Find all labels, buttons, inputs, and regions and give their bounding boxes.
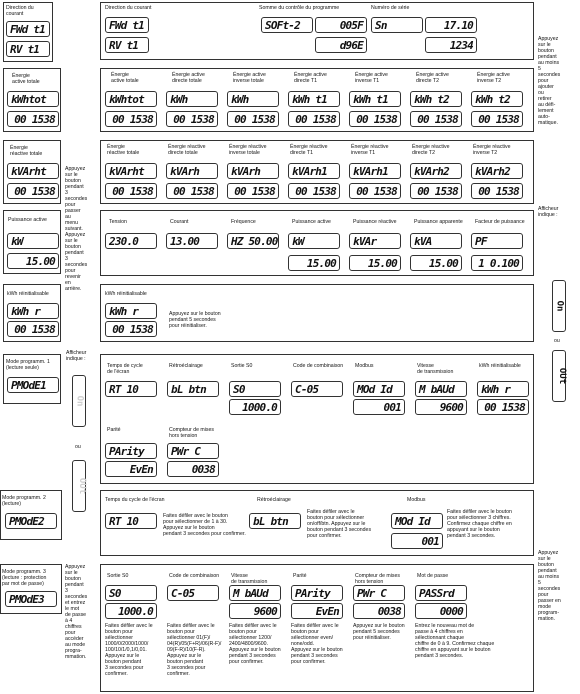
mode1-label: Code de combinaison	[293, 363, 344, 369]
left-direction-box	[3, 2, 53, 62]
left-mode2-box	[0, 490, 62, 540]
lcd-sn1: 17.10	[425, 17, 477, 33]
mode2-backlight-label: Rétroéclairage	[257, 497, 291, 503]
mode3-note: Faites défiler avec le bouton pour sélectionner even/ none/odd. Appuyez sur le bouton pendant 3 secondes pour confirmer.	[291, 623, 343, 665]
lcd-reactive-code: kVArh1	[349, 163, 401, 179]
left-power-label: Puissance active	[8, 217, 47, 223]
lcd-energy-code: kWh	[227, 91, 279, 107]
kwh-reset-note: Appuyez sur le bouton pendant 5 secondes pour réinitialiser.	[169, 311, 221, 329]
vertical-lcd-1: On	[72, 375, 86, 427]
lcd-reactive-code: kVArht	[105, 163, 157, 179]
lcd-energy-code: kWh t1	[288, 91, 340, 107]
lcd-mod-val-m2: 001	[391, 533, 443, 549]
measure-label: Courant	[170, 219, 189, 225]
measure-row-box	[100, 210, 534, 276]
lcd-energy-value: 00 1538	[410, 111, 462, 127]
lcd-mode3-code: C-05	[167, 585, 219, 601]
scroll-note: Appuyez sur le bouton pendant 3 secondes pour passer au menu suivant. Appuyez sur le bouton pendant 3 secondes pour revenir en arrière.	[65, 166, 88, 292]
lcd-energy-code: kWh t1	[349, 91, 401, 107]
lcd-pwrc-value: 0038	[167, 461, 219, 477]
lcd-reactive-code: kVArh2	[410, 163, 462, 179]
lcd-mode1-code: MOd Id	[353, 381, 405, 397]
mode3-row-box	[100, 564, 534, 692]
lcd-kw-val: 15.00	[7, 253, 59, 269]
mode2-modbus-note: Faites défiler avec le bouton pour sélectionner 3 chiffres. Confirmez chaque chiffre en appuyant sur le bouton pendant 3 secondes.	[447, 509, 512, 539]
lcd-pwrc: PWr C	[167, 443, 219, 459]
lcd-reactive-code: kVArh	[227, 163, 279, 179]
mode2-backlight-note: Faites défiler avec le bouton pour sélectionner on/off/btn. Appuyez sur le bouton pendant 3 secondes pour confirmer.	[307, 509, 372, 539]
left-direction-label: Direction du courant	[6, 5, 34, 17]
lcd-reactive-code: kVArh1	[288, 163, 340, 179]
lcd-kwh-r: kWh r	[7, 303, 59, 319]
lcd-measure-code: 230.0	[105, 233, 157, 249]
lcd-energy-value: 00 1538	[105, 111, 157, 127]
energy-label: Énergie active directe totale	[172, 72, 205, 84]
lcd-chk: d96E	[315, 37, 367, 53]
row1-box	[100, 2, 534, 60]
left-mode3-label: Mode programm. 3 (lecture : protection par mot de passe)	[2, 569, 47, 587]
reactive-label: Énergie réactive inverse totale	[229, 144, 267, 156]
lcd-measure-code: kW	[288, 233, 340, 249]
kwh-reset-label: kWh réinitialisable	[105, 291, 147, 297]
lcd-reactive-code: kVArh	[166, 163, 218, 179]
measure-label: Tension	[109, 219, 127, 225]
lcd-mode1-code: kWh r	[477, 381, 529, 397]
mode3-note: Faites défiler avec le bouton pour sélectionner 01(F)/ 04(R)/05(F+R)/06(R-F)/ 09(F-R)/10(F-R). Appuyez sur le bouton pendant 3 secondes pour confirmer.	[167, 623, 222, 677]
reactive-label: Énergie réactive directe T1	[290, 144, 328, 156]
reactive-label: Énergie réactive directe totale	[168, 144, 206, 156]
mode1-label: Rétroéclairage	[169, 363, 203, 369]
measure-label: Puissance réactive	[353, 219, 397, 225]
right-top-note: Appuyez sur le bouton pendant au moins 5 secondes pour ajouter ou retirer au défi- lement auto- matique.	[538, 36, 561, 126]
lcd-soft-val: 005F	[315, 17, 367, 33]
lcd-mode3-value: 1000.0	[105, 603, 157, 619]
lcd-kw: kW	[7, 233, 59, 249]
lcd-mode3-value: 0000	[415, 603, 467, 619]
lcd-mode1-value: 001	[353, 399, 405, 415]
lcd-measure-value: 15.00	[349, 255, 401, 271]
row1-checksum-label: Somme du contrôle du programme	[259, 5, 340, 11]
lcd-mode1-code: M bAUd	[415, 381, 467, 397]
lcd-mode1-value: 00 1538	[477, 399, 529, 415]
mode3-label: Mot de passe	[417, 573, 449, 579]
mode2-cycle-note: Faites défiler avec le bouton pour sélectionner de 1 à 30. Appuyez sur le bouton pendant 3 secondes pour confirmer.	[163, 513, 246, 537]
row1-direction-label: Direction du courant	[105, 5, 152, 11]
mode1-label: Sortie S0	[231, 363, 253, 369]
mode3-label: Sortie S0	[107, 573, 129, 579]
left-energy-label: Énergie active totale	[12, 73, 40, 85]
lcd-energy-value: 00 1538	[227, 111, 279, 127]
lcd-energy-code: kWh t2	[410, 91, 462, 107]
mode1-label: Temps de cycle de l'écran	[107, 363, 143, 375]
lcd-reactive-value: 00 1538	[166, 183, 218, 199]
lcd-mode1-code: bL btn	[167, 381, 219, 397]
lcd-mode3-code: M bAUd	[229, 585, 281, 601]
lcd-reactive-value: 00 1538	[410, 183, 462, 199]
lcd-pm2: PMOdE2	[5, 513, 57, 529]
measure-label: Fréquence	[231, 219, 256, 225]
lcd-measure-value: 15.00	[410, 255, 462, 271]
lcd-reactive-value: 00 1538	[227, 183, 279, 199]
left-reactive-label: Énergie réactive totale	[10, 145, 43, 157]
reactive-label: Énergie réactive inverse T1	[351, 144, 389, 156]
energy-label: Énergie active inverse T1	[355, 72, 388, 84]
lcd-mode3-code: PWr C	[353, 585, 405, 601]
lcd-measure-code: PF	[471, 233, 523, 249]
lcd-energy-value: 00 1538	[288, 111, 340, 127]
lcd-rt-m2: RT 10	[105, 513, 157, 529]
enter-mode-note: Appuyez sur le bouton pendant 3 secondes et entrez le mot de passe à 4 chiffres pour accéder au mode progra- mmation.	[65, 564, 88, 660]
lcd-mode3-code: PASSrd	[415, 585, 467, 601]
mode2-modbus-label: Modbus	[407, 497, 426, 503]
lcd-kwh-reset-val: 00 1538	[105, 321, 157, 337]
lcd-reactive-value: 00 1538	[288, 183, 340, 199]
lcd-energy-value: 00 1538	[166, 111, 218, 127]
right-or: ou	[554, 338, 560, 344]
lcd-reactive-value: 00 1538	[105, 183, 157, 199]
lcd-parity: PArity	[105, 443, 157, 459]
mode1-label: kWh réinitialisable	[479, 363, 521, 369]
measure-label: Facteur de puissance	[475, 219, 525, 225]
lcd-fwd: FWd t1	[6, 21, 50, 37]
lcd-energy-code: kWhtot	[105, 91, 157, 107]
mode3-label: Compteur de mises hors tension	[355, 573, 400, 585]
lcd-measure-code: kVA	[410, 233, 462, 249]
left-mode3-box	[0, 564, 62, 614]
kwh-reset-row-box	[100, 284, 534, 342]
energy-label: Énergie active directe T2	[416, 72, 449, 84]
measure-label: Puissance active	[292, 219, 331, 225]
right-bottom-note: Appuyez sur le bouton pendant au moins 5 secondes pour passer en mode program- mation.	[538, 550, 561, 622]
lcd-reactive-value: 00 1538	[349, 183, 401, 199]
right-display-note: Afficheur indique :	[538, 206, 559, 218]
vertical-lcd-2: OUt	[72, 460, 86, 512]
or-left: ou	[75, 444, 81, 450]
lcd-kwh-reset-r: kWh r	[105, 303, 157, 319]
reactive-label: Énergie réactive inverse T2	[473, 144, 511, 156]
left-kwh-reset-box	[3, 284, 61, 342]
mode3-note: Faites défiler avec le bouton pour sélectionner 1200/ 2400/4800/9600. Appuyez sur le bouton pendant 3 secondes pour confirmer.	[229, 623, 281, 665]
mode3-note: Entrez le nouveau mot de passe à 4 chiffres en sélectionnant chaque chiffre de 0 à 9. Confirmez chaque chiffre en appuyant sur le bouton pendant 3 secondes.	[415, 623, 495, 659]
lcd-mode3-code: PArity	[291, 585, 343, 601]
mode2-row-box	[100, 490, 534, 556]
mode3-label: Vitesse de transmission	[231, 573, 268, 585]
measure-label: Puissance apparente	[414, 219, 463, 225]
lcd-energy-value: 00 1538	[349, 111, 401, 127]
energy-label: Énergie active inverse T2	[477, 72, 510, 84]
mode3-note: Faites défiler avec le bouton pour sélectionner 1000/0/2000/1000/ 100/10/1/0,1/0,01. Appuyez sur le bouton pendant 3 secondes pour confirmer.	[105, 623, 153, 677]
right-vertical-lcd-out: OUt	[552, 350, 566, 402]
lcd-kvarh-val: 00 1538	[7, 183, 59, 199]
mode1-label: Modbus	[355, 363, 374, 369]
lcd-kvarh-tot: kVArht	[7, 163, 59, 179]
reactive-label: Énergie réactive directe T2	[412, 144, 450, 156]
lcd-pm1: PMOdE1	[7, 377, 59, 393]
left-mode1-label: Mode programm. 1 (lecture seule)	[6, 359, 50, 371]
lcd-mod-m2: MOd Id	[391, 513, 443, 529]
lcd-measure-code: kVAr	[349, 233, 401, 249]
lcd-mode1-value: 1000.0	[229, 399, 281, 415]
mode2-cycle-label: Temps du cycle de l'écran	[105, 497, 165, 503]
lcd-energy-code: kWh	[166, 91, 218, 107]
left-power-box	[3, 210, 61, 274]
lcd-measure-value: 1 0.100	[471, 255, 523, 271]
reactive-row-box	[100, 140, 534, 204]
left-kwh-reset-label: kWh réinitialisable	[7, 291, 49, 297]
lcd-mode1-code: RT 10	[105, 381, 157, 397]
mode3-label: Code de combinaison	[169, 573, 220, 579]
lcd-mode3-value: 9600	[229, 603, 281, 619]
left-energy-box	[3, 68, 61, 132]
lcd-pm3: PMOdE3	[5, 591, 57, 607]
lcd-rev: RV t1	[6, 41, 50, 57]
lcd-mode3-code: S0	[105, 585, 157, 601]
lcd-sn: Sn	[371, 17, 423, 33]
lcd-measure-code: HZ 50.00	[227, 233, 279, 249]
mode1-label: Vitesse de transmission	[417, 363, 454, 375]
enter-mode-box	[65, 564, 95, 692]
lcd-rev-r1: RV t1	[105, 37, 149, 53]
lcd-measure-code: 13.00	[166, 233, 218, 249]
energy-label: Énergie active directe T1	[294, 72, 327, 84]
energy-label: Énergie active inverse totale	[233, 72, 266, 84]
right-col-box	[538, 2, 578, 692]
left-mode2-label: Mode programm. 2 (lecture)	[2, 495, 46, 507]
left-mode1-box	[3, 354, 61, 404]
scroll-note-box	[65, 138, 95, 360]
lcd-soft: SOFt-2	[261, 17, 313, 33]
mode3-note: Appuyez sur le bouton pendant 5 secondes pour réinitialiser.	[353, 623, 405, 641]
lcd-reactive-code: kVArh2	[471, 163, 523, 179]
lcd-sn2: 1234	[425, 37, 477, 53]
row1-serial-label: Numéro de série	[371, 5, 410, 11]
mode1-label: Compteur de mises hors tension	[169, 427, 214, 439]
lcd-energy-code: kWh t2	[471, 91, 523, 107]
left-reactive-box	[3, 140, 61, 204]
right-vertical-lcd-on: On	[552, 280, 566, 332]
energy-label: Énergie active totale	[111, 72, 139, 84]
mode1-label: Parité	[107, 427, 121, 433]
lcd-energy-value: 00 1538	[471, 111, 523, 127]
lcd-bl-m2: bL btn	[249, 513, 301, 529]
mode3-label: Parité	[293, 573, 307, 579]
lcd-mode3-value: 0038	[353, 603, 405, 619]
mode1-row-box	[100, 354, 534, 484]
display-note-left: Afficheur indique :	[66, 350, 87, 362]
reactive-label: Énergie réactive totale	[107, 144, 140, 156]
lcd-kwh-r-val: 00 1538	[7, 321, 59, 337]
lcd-parity-value: EvEn	[105, 461, 157, 477]
lcd-mode3-value: EvEn	[291, 603, 343, 619]
lcd-mode1-code: C-05	[291, 381, 343, 397]
lcd-measure-value: 15.00	[288, 255, 340, 271]
lcd-kwh-tot: kWhtot	[7, 91, 59, 107]
energy-row-box	[100, 68, 534, 132]
lcd-kwh-val: 00 1538	[7, 111, 59, 127]
lcd-reactive-value: 00 1538	[471, 183, 523, 199]
lcd-mode1-code: S0	[229, 381, 281, 397]
lcd-fwd-r1: FWd t1	[105, 17, 149, 33]
lcd-mode1-value: 9600	[415, 399, 467, 415]
